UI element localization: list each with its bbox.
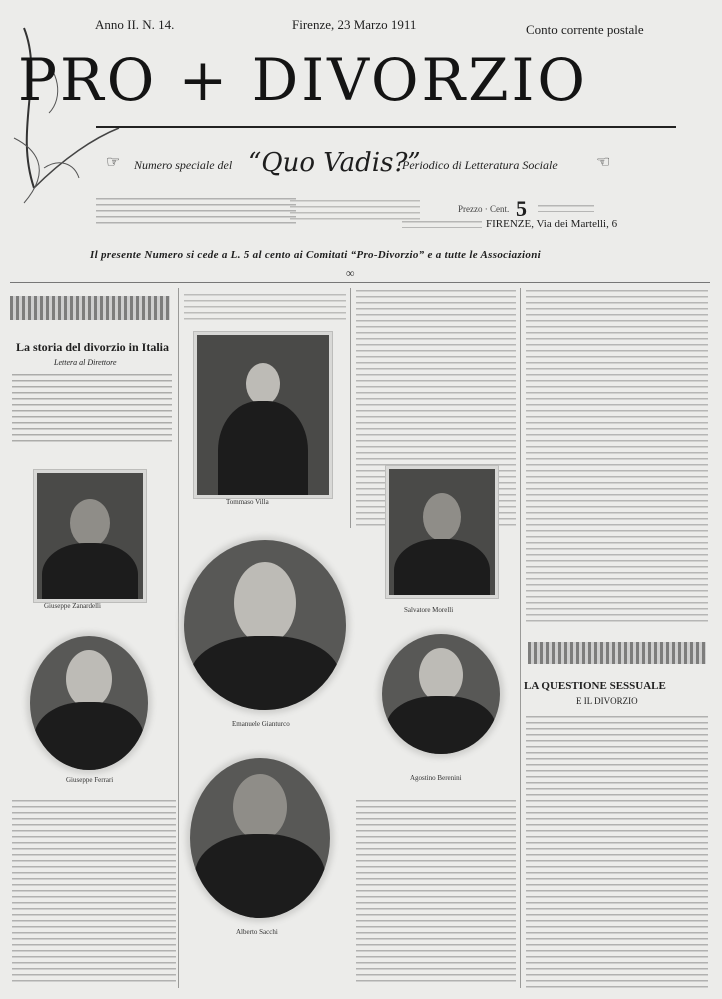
subscription-fineprint-2: [290, 200, 420, 226]
banner-notice: Il presente Numero si cede a L. 5 al cento ai Comitati “Pro-Divorzio” e a tutte le Associazioni: [90, 249, 541, 261]
header-divider: [10, 282, 710, 283]
direction-label: [402, 221, 482, 229]
portrait-villa: [194, 332, 332, 498]
article-subtitle: Lettera al Direttore: [54, 358, 117, 367]
hand-left-icon: ☞: [106, 154, 121, 171]
caption-gianturco: Emanuele Gianturco: [232, 720, 290, 728]
article2-subtitle: E IL DIVORZIO: [576, 696, 638, 706]
article-ornament: [10, 296, 170, 320]
masthead-rule: [96, 126, 676, 128]
caption-sacchi: Alberto Sacchi: [236, 928, 278, 936]
hand-right-icon: ☜: [596, 154, 611, 171]
column-text-bottom-middle: [356, 800, 516, 986]
banner-ornament: ∞: [346, 266, 355, 280]
article2-ornament: [528, 642, 706, 664]
article2-text: [526, 716, 708, 988]
portrait-morelli: [386, 466, 498, 598]
column-text-bottom-left: [12, 800, 176, 986]
subtitle-prefix: Numero speciale del: [134, 158, 233, 172]
issue-date: Firenze, 23 Marzo 1911: [292, 17, 417, 32]
caption-zanardelli: Giuseppe Zanardelli: [44, 602, 101, 610]
address: FIRENZE, Via dei Martelli, 6: [486, 218, 618, 230]
caption-berenini: Agostino Berenini: [410, 774, 462, 782]
subtitle-suffix: Periodico di Letteratura Sociale: [402, 158, 558, 172]
column-text-right: [526, 290, 708, 626]
article-title: La storia del divorzio in Italia: [16, 340, 169, 354]
caption-morelli: Salvatore Morelli: [404, 606, 454, 614]
price-suffix: [538, 205, 594, 213]
caption-villa: Tommaso Villa: [226, 498, 269, 506]
portrait-sacchi: [190, 758, 330, 918]
subtitle-row: [106, 148, 626, 182]
portrait-zanardelli: [34, 470, 146, 602]
issue-number: Anno II. N. 14.: [95, 17, 175, 32]
column-rule-1: [178, 288, 179, 988]
column-rule-2: [350, 288, 351, 528]
quo-vadis-title: “Quo Vadis?”: [248, 148, 421, 178]
column-text-top: [184, 294, 346, 324]
price-value: 5: [516, 196, 527, 221]
column-rule-3: [520, 288, 521, 988]
caption-ferrari: Giuseppe Ferrari: [66, 776, 114, 784]
price-label: Prezzo · Cent.: [458, 204, 510, 214]
article2-title: LA QUESTIONE SESSUALE: [524, 680, 666, 692]
article-text: [12, 374, 172, 444]
subscription-fineprint: [96, 198, 296, 228]
portrait-berenini: [382, 634, 500, 754]
portrait-ferrari: [30, 636, 148, 770]
masthead-title: PRO + DIVORZIO: [18, 46, 588, 114]
portrait-gianturco: [184, 540, 346, 710]
postal-account: Conto corrente postale: [526, 22, 644, 37]
